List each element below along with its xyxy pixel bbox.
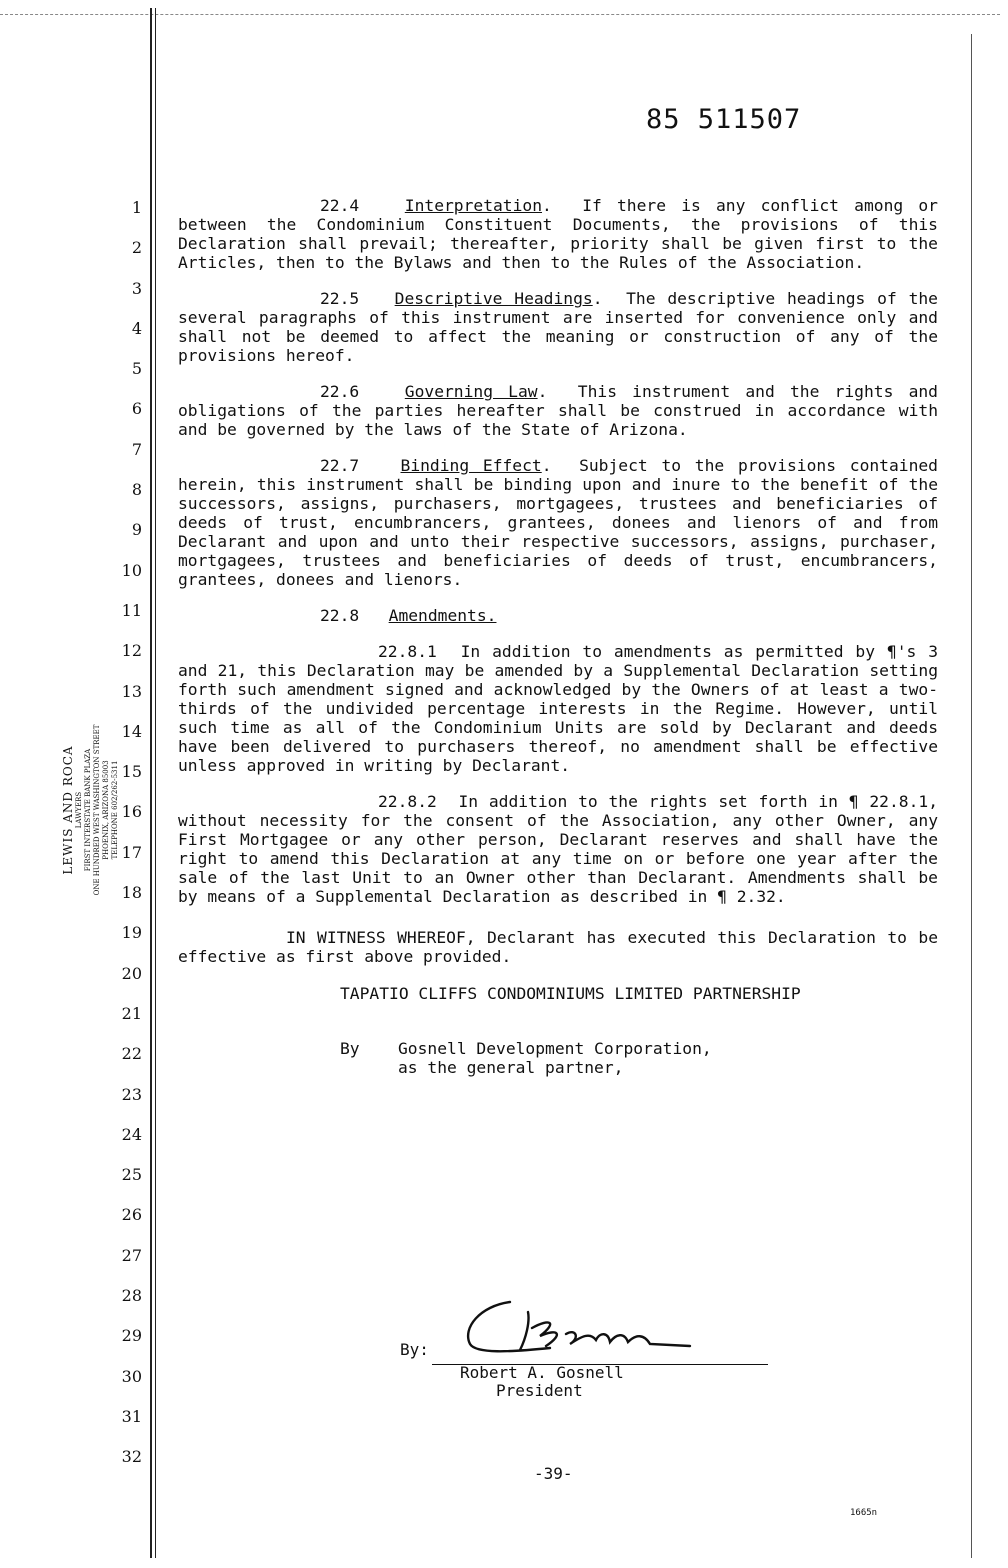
section-22-4: 22.4 Interpretation. If there is any conflict among or between the Condominium Constituent Documents, the provisions of this Declaration shall prevail; thereafter, priority shall be given first to the Articles, then to the Bylaws and then to the Rules of the Association. xyxy=(178,196,938,272)
line-number: 6 xyxy=(131,399,142,419)
by-label: By xyxy=(340,1039,360,1058)
section-title: Descriptive Headings xyxy=(394,289,593,308)
firm-address-3: PHOENIX, ARIZONA 85003 xyxy=(102,760,110,860)
section-title: Amendments. xyxy=(388,606,497,625)
line-number: 16 xyxy=(121,802,142,822)
line-number: 5 xyxy=(131,359,142,379)
witness-clause: IN WITNESS WHEREOF, Declarant has executed this Declaration to be effective as first above provided. xyxy=(178,928,938,966)
line-number: 30 xyxy=(121,1366,142,1386)
party-name: TAPATIO CLIFFS CONDOMINIUMS LIMITED PARTNERSHIP xyxy=(340,984,801,1003)
line-number: 24 xyxy=(121,1124,142,1144)
firm-address-2: ONE HUNDRED WEST WASHINGTON STREET xyxy=(93,724,101,896)
firm-line: LAWYERS xyxy=(75,791,83,829)
line-number: 3 xyxy=(131,278,142,298)
line-number: 28 xyxy=(121,1286,142,1306)
line-number: 25 xyxy=(121,1165,142,1185)
line-number: 2 xyxy=(131,238,142,258)
line-number: 14 xyxy=(121,721,142,741)
firm-phone: TELEPHONE 602/262-5311 xyxy=(111,760,119,860)
line-number: 17 xyxy=(121,842,142,862)
document-number: 85 511507 xyxy=(646,104,802,135)
line-number: 8 xyxy=(131,480,142,500)
line-number: 31 xyxy=(121,1406,142,1426)
signer-name: Robert A. Gosnell xyxy=(460,1363,624,1382)
line-number: 23 xyxy=(121,1084,142,1104)
line-number: 10 xyxy=(121,560,142,580)
line-number: 15 xyxy=(121,762,142,782)
line-number: 4 xyxy=(131,318,142,338)
handwritten-signature xyxy=(440,1288,700,1366)
line-number: 1 xyxy=(131,198,142,217)
section-22-7: 22.7 Binding Effect. Subject to the provisions contained herein, this instrument shall be binding upon and inure to the benefit of the successors, assigns, purchasers, mortgagees, trustees and beneficiaries of deeds of trust, encumbrancers, grantees, donees and lienors of and from Declarant and upon and unto their respective successors, assigns, purchaser, mortgagees, trustees and beneficiaries of deeds of trust, encumbrancers, grantees, donees and lienors. xyxy=(178,456,938,589)
law-firm-sidebar xyxy=(62,705,119,915)
line-number: 27 xyxy=(121,1245,142,1265)
document-stamp: 1665n xyxy=(850,1508,878,1518)
line-number: 32 xyxy=(121,1447,142,1467)
line-number: 26 xyxy=(121,1205,142,1225)
line-number: 20 xyxy=(121,963,142,983)
firm-name: LEWIS AND ROCA xyxy=(61,745,75,875)
section-22-8-2: 22.8.2 In addition to the rights set forth in ¶ 22.8.1, without necessity for the consent of the Association, any other Owner, any First Mortgagee or any other person, Declarant reserves and shall have the right to amend this Declaration at any time on or before one year after the sale of the last Unit to an Owner other than Declarant. Amendments shall be by means of a Supplemental Declaration as described in ¶ 2.32. xyxy=(178,792,938,906)
section-22-8: 22.8 Amendments. xyxy=(320,606,497,625)
line-number: 18 xyxy=(121,883,142,903)
line-number: 13 xyxy=(121,681,142,701)
left-margin-rule-inner xyxy=(155,8,156,1558)
signer-title: President xyxy=(496,1381,583,1400)
line-number: 29 xyxy=(121,1326,142,1346)
line-number: 12 xyxy=(121,641,142,661)
left-margin-rule xyxy=(150,8,152,1558)
document-body xyxy=(178,196,938,1077)
line-number: 22 xyxy=(121,1044,142,1064)
signature-area xyxy=(400,1288,780,1398)
line-number: 21 xyxy=(121,1003,142,1023)
line-number: 9 xyxy=(131,520,142,540)
section-22-6: 22.6 Governing Law. This instrument and the rights and obligations of the parties hereafter shall be construed in accordance with and be governed by the laws of the State of Arizona. xyxy=(178,382,938,439)
page-number: -39- xyxy=(534,1464,573,1483)
section-title: Binding Effect xyxy=(400,456,542,475)
section-title: Governing Law xyxy=(404,382,538,401)
signer-block xyxy=(460,1364,624,1400)
signatory-role: as the general partner, xyxy=(398,1058,624,1077)
section-22-8-1: 22.8.1 In addition to amendments as permitted by ¶'s 3 and 21, this Declaration may be amended by a Supplemental Declaration setting forth such amendment signed and acknowledged by the Owners of at least a two-thirds of the undivided percentage interests in the Regime. However, until such time as all of the Condominium Units are sold by Declarant and deeds have been delivered to purchasers thereof, no amendment shall be effective unless approved in writing by Declarant. xyxy=(178,642,938,775)
firm-address-1: FIRST INTERSTATE BANK PLAZA xyxy=(84,748,92,872)
section-22-5: 22.5 Descriptive Headings. The descriptive headings of the several paragraphs of this instrument are inserted for convenience only and shall not be deemed to affect the meaning or construction of any of the provisions hereof. xyxy=(178,289,938,365)
right-margin-rule xyxy=(971,34,972,1558)
signatory-entity: Gosnell Development Corporation, xyxy=(398,1039,712,1058)
line-number: 11 xyxy=(121,600,142,620)
line-number: 7 xyxy=(131,439,142,459)
signatory-block xyxy=(178,1039,938,1077)
signature-by-label: By: xyxy=(400,1340,429,1359)
line-number: 19 xyxy=(121,923,142,943)
section-title: Interpretation xyxy=(404,196,543,215)
